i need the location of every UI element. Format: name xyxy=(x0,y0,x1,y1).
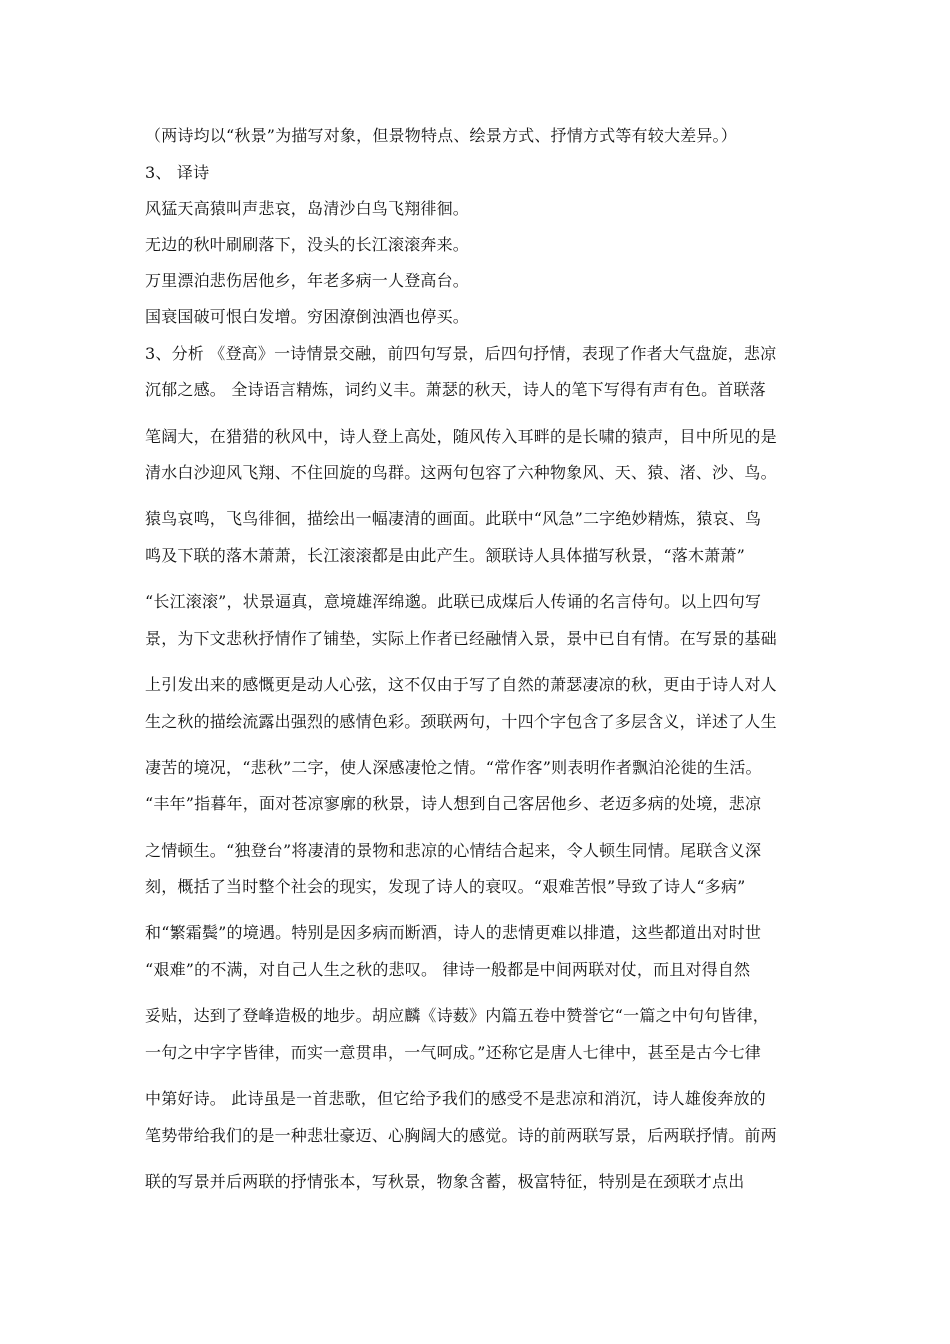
paragraph-line: 联的写景并后两联的抒情张本，写秋景，物象含蓄，极富特征，特别是在颈联才点出 xyxy=(145,1172,745,1191)
paragraph-line: 猿鸟哀鸣，飞鸟徘徊，描绘出一幅凄清的画面。此联中“风急”二字绝妙精炼，猿哀、鸟 xyxy=(145,509,762,528)
paragraph-line: 景，为下文悲秋抒情作了铺垫，实际上作者已经融情入景，景中已自有情。在写景的基础 xyxy=(145,629,777,648)
paragraph-line: 上引发出来的感慨更是动人心弦，这不仅由于写了自然的萧瑟凄凉的秋，更由于诗人对人 xyxy=(145,675,777,694)
paragraph-line: 无边的秋叶刷刷落下，没头的长江滚滚奔来。 xyxy=(145,235,470,254)
paragraph-line: （两诗均以“秋景”为描写对象，但景物特点、绘景方式、抒情方式等有较大差异。） xyxy=(145,126,737,145)
paragraph-line: “艰难”的不满，对自己人生之秋的悲叹。 律诗一般都是中间两联对仗，而且对得自然 xyxy=(145,960,751,979)
paragraph-line: 笔势带给我们的是一种悲壮豪迈、心胸阔大的感觉。诗的前两联写景，后两联抒情。前两 xyxy=(145,1126,777,1145)
paragraph-line: 一句之中字字皆律，而实一意贯串，一气呵成。”还称它是唐人七律中，甚至是古今七律 xyxy=(145,1043,761,1062)
paragraph-line: 国衰国破可恨白发增。穷困潦倒浊酒也停买。 xyxy=(145,307,470,326)
paragraph-line: “长江滚滚”，状景逼真，意境雄浑绵邈。此联已成煤后人传诵的名言侍句。以上四句写 xyxy=(145,592,762,611)
paragraph-line: 和“繁霜鬓”的境遇。特别是因多病而断酒，诗人的悲情更难以排遣，这些都道出对时世 xyxy=(145,923,762,942)
paragraph-line: 风猛天高猿叫声悲哀，岛清沙白鸟飞翔徘徊。 xyxy=(145,199,470,218)
paragraph-line: 妥贴，达到了登峰造极的地步。胡应麟《诗薮》内篇五卷中赞誉它“一篇之中句句皆律， xyxy=(145,1006,769,1025)
paragraph-line: 凄苦的境况，“悲秋”二字，使人深感凄怆之情。“常作客”则表明作者飘泊沦徙的生活。 xyxy=(145,758,762,777)
section-heading: 3、 译诗 xyxy=(145,163,210,182)
paragraph-line: 3、分析 《登高》一诗情景交融，前四句写景，后四句抒情，表现了作者大气盘旋，悲凉 xyxy=(145,344,777,363)
paragraph-line: 鸣及下联的落木萧萧，长江滚滚都是由此产生。颔联诗人具体描写秋景，“落木萧萧” xyxy=(145,546,745,565)
paragraph-line: 笔阔大，在猎猎的秋风中，诗人登上高处，随风传入耳畔的是长啸的猿声，目中所见的是 xyxy=(145,427,777,446)
paragraph-line: 沉郁之感。 全诗语言精炼，词约义丰。萧瑟的秋天，诗人的笔下写得有声有色。首联落 xyxy=(145,380,766,399)
paragraph-line: 万里漂泊悲伤居他乡，年老多病一人登高台。 xyxy=(145,271,470,290)
paragraph-line: 生之秋的描绘流露出强烈的感情色彩。颈联两句，十四个字包含了多层含义，详述了人生 xyxy=(145,712,777,731)
paragraph-line: 刻，概括了当时整个社会的现实，发现了诗人的衰叹。“艰难苦恨”导致了诗人“多病” xyxy=(145,877,746,896)
paragraph-line: 之情顿生。“独登台”将凄清的景物和悲凉的心情结合起来，令人顿生同情。尾联含义深 xyxy=(145,841,762,860)
paragraph-line: 清水白沙迎风飞翔、不住回旋的鸟群。这两句包容了六种物象风、天、猿、渚、沙、鸟。 xyxy=(145,463,777,482)
paragraph-line: “丰年”指暮年，面对苍凉寥廓的秋景，诗人想到自己客居他乡、老迈多病的处境，悲凉 xyxy=(145,794,762,813)
paragraph-line: 中第好诗。 此诗虽是一首悲歌，但它给予我们的感受不是悲凉和消沉，诗人雄俊奔放的 xyxy=(145,1089,766,1108)
